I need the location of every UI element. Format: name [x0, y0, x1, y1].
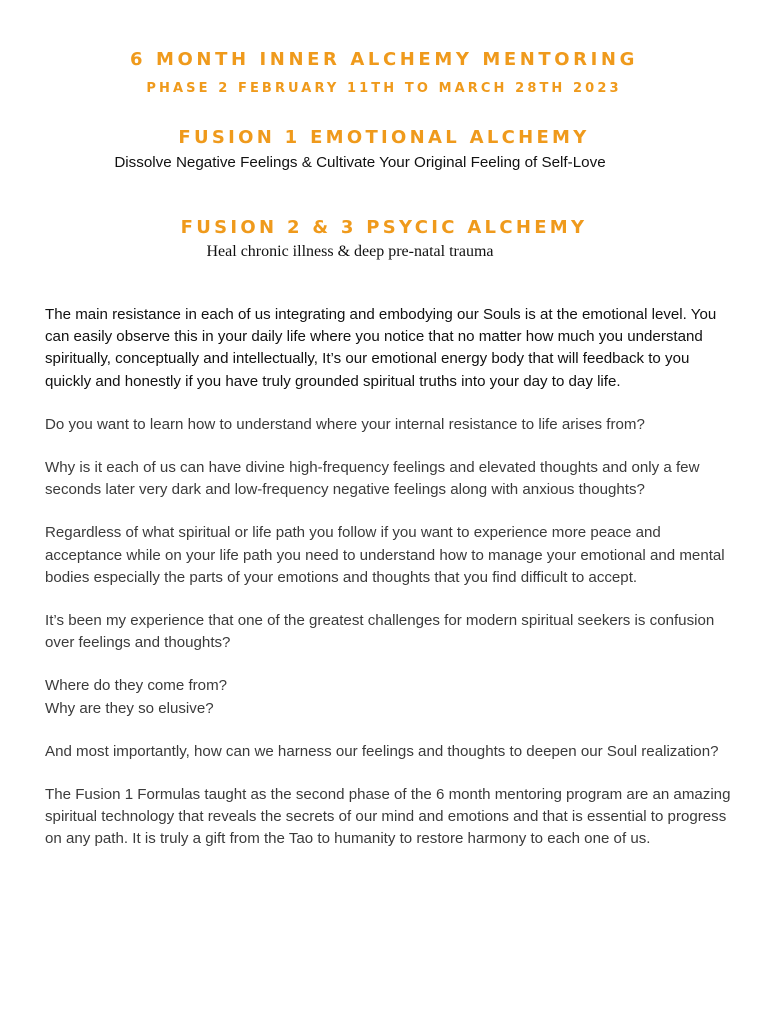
phase-dates: PHASE 2 FEBRUARY 11TH TO MARCH 28TH 2023	[146, 81, 622, 96]
body-text	[45, 304, 735, 872]
paragraph-question-feelings: Why is it each of us can have divine high-frequency feelings and elevated thoughts and only a few seconds later very dark and low-frequency negative feelings along with anxious thoughts?	[45, 459, 700, 499]
paragraph-where-why	[45, 675, 735, 719]
paragraph-fusion-formulas: The Fusion 1 Formulas taught as the second phase of the 6 month mentoring program are an amazing spiritual technology that reveals the secrets of our mind and emotions and that is essential to progress on any path. It is truly a gift from the Tao to humanity to restore harmony to each one of us.	[45, 786, 731, 848]
fusion1-heading: FUSION 1 EMOTIONAL ALCHEMY	[178, 127, 590, 148]
paragraph-challenges: It’s been my experience that one of the greatest challenges for modern spiritual seekers is confusion over feelings and thoughts?	[45, 612, 715, 652]
main-title: 6 MONTH INNER ALCHEMY MENTORING	[130, 49, 638, 70]
fusion1-subtitle: Dissolve Negative Feelings & Cultivate Your Original Feeling of Self-Love	[114, 154, 606, 171]
line-why: Why are they so elusive?	[45, 699, 214, 717]
paragraph-intro: The main resistance in each of us integrating and embodying our Souls is at the emotional level. You can easily observe this in your daily life where you notice that no matter how much you understand spiritually, conceptually and intellectually, It’s our emotional energy body that will feedback to you quickly and honestly if you have truly grounded spiritual truths into your day to day life.	[45, 306, 717, 390]
fusion23-heading: FUSION 2 & 3 PSYCIC ALCHEMY	[180, 217, 588, 238]
paragraph-question-resistance: Do you want to learn how to understand where your internal resistance to life arises from?	[45, 415, 645, 433]
paragraph-spiritual-path: Regardless of what spiritual or life path you follow if you want to experience more peace and acceptance while on your life path you need to understand how to manage your emotional and mental bodies especially the parts of your emotions and thoughts that you find difficult to accept.	[45, 524, 725, 586]
paragraph-harness: And most importantly, how can we harness our feelings and thoughts to deepen our Soul realization?	[45, 742, 719, 760]
fusion23-subtitle: Heal chronic illness & deep pre-natal trauma	[206, 243, 494, 260]
line-where: Where do they come from?	[45, 677, 228, 695]
